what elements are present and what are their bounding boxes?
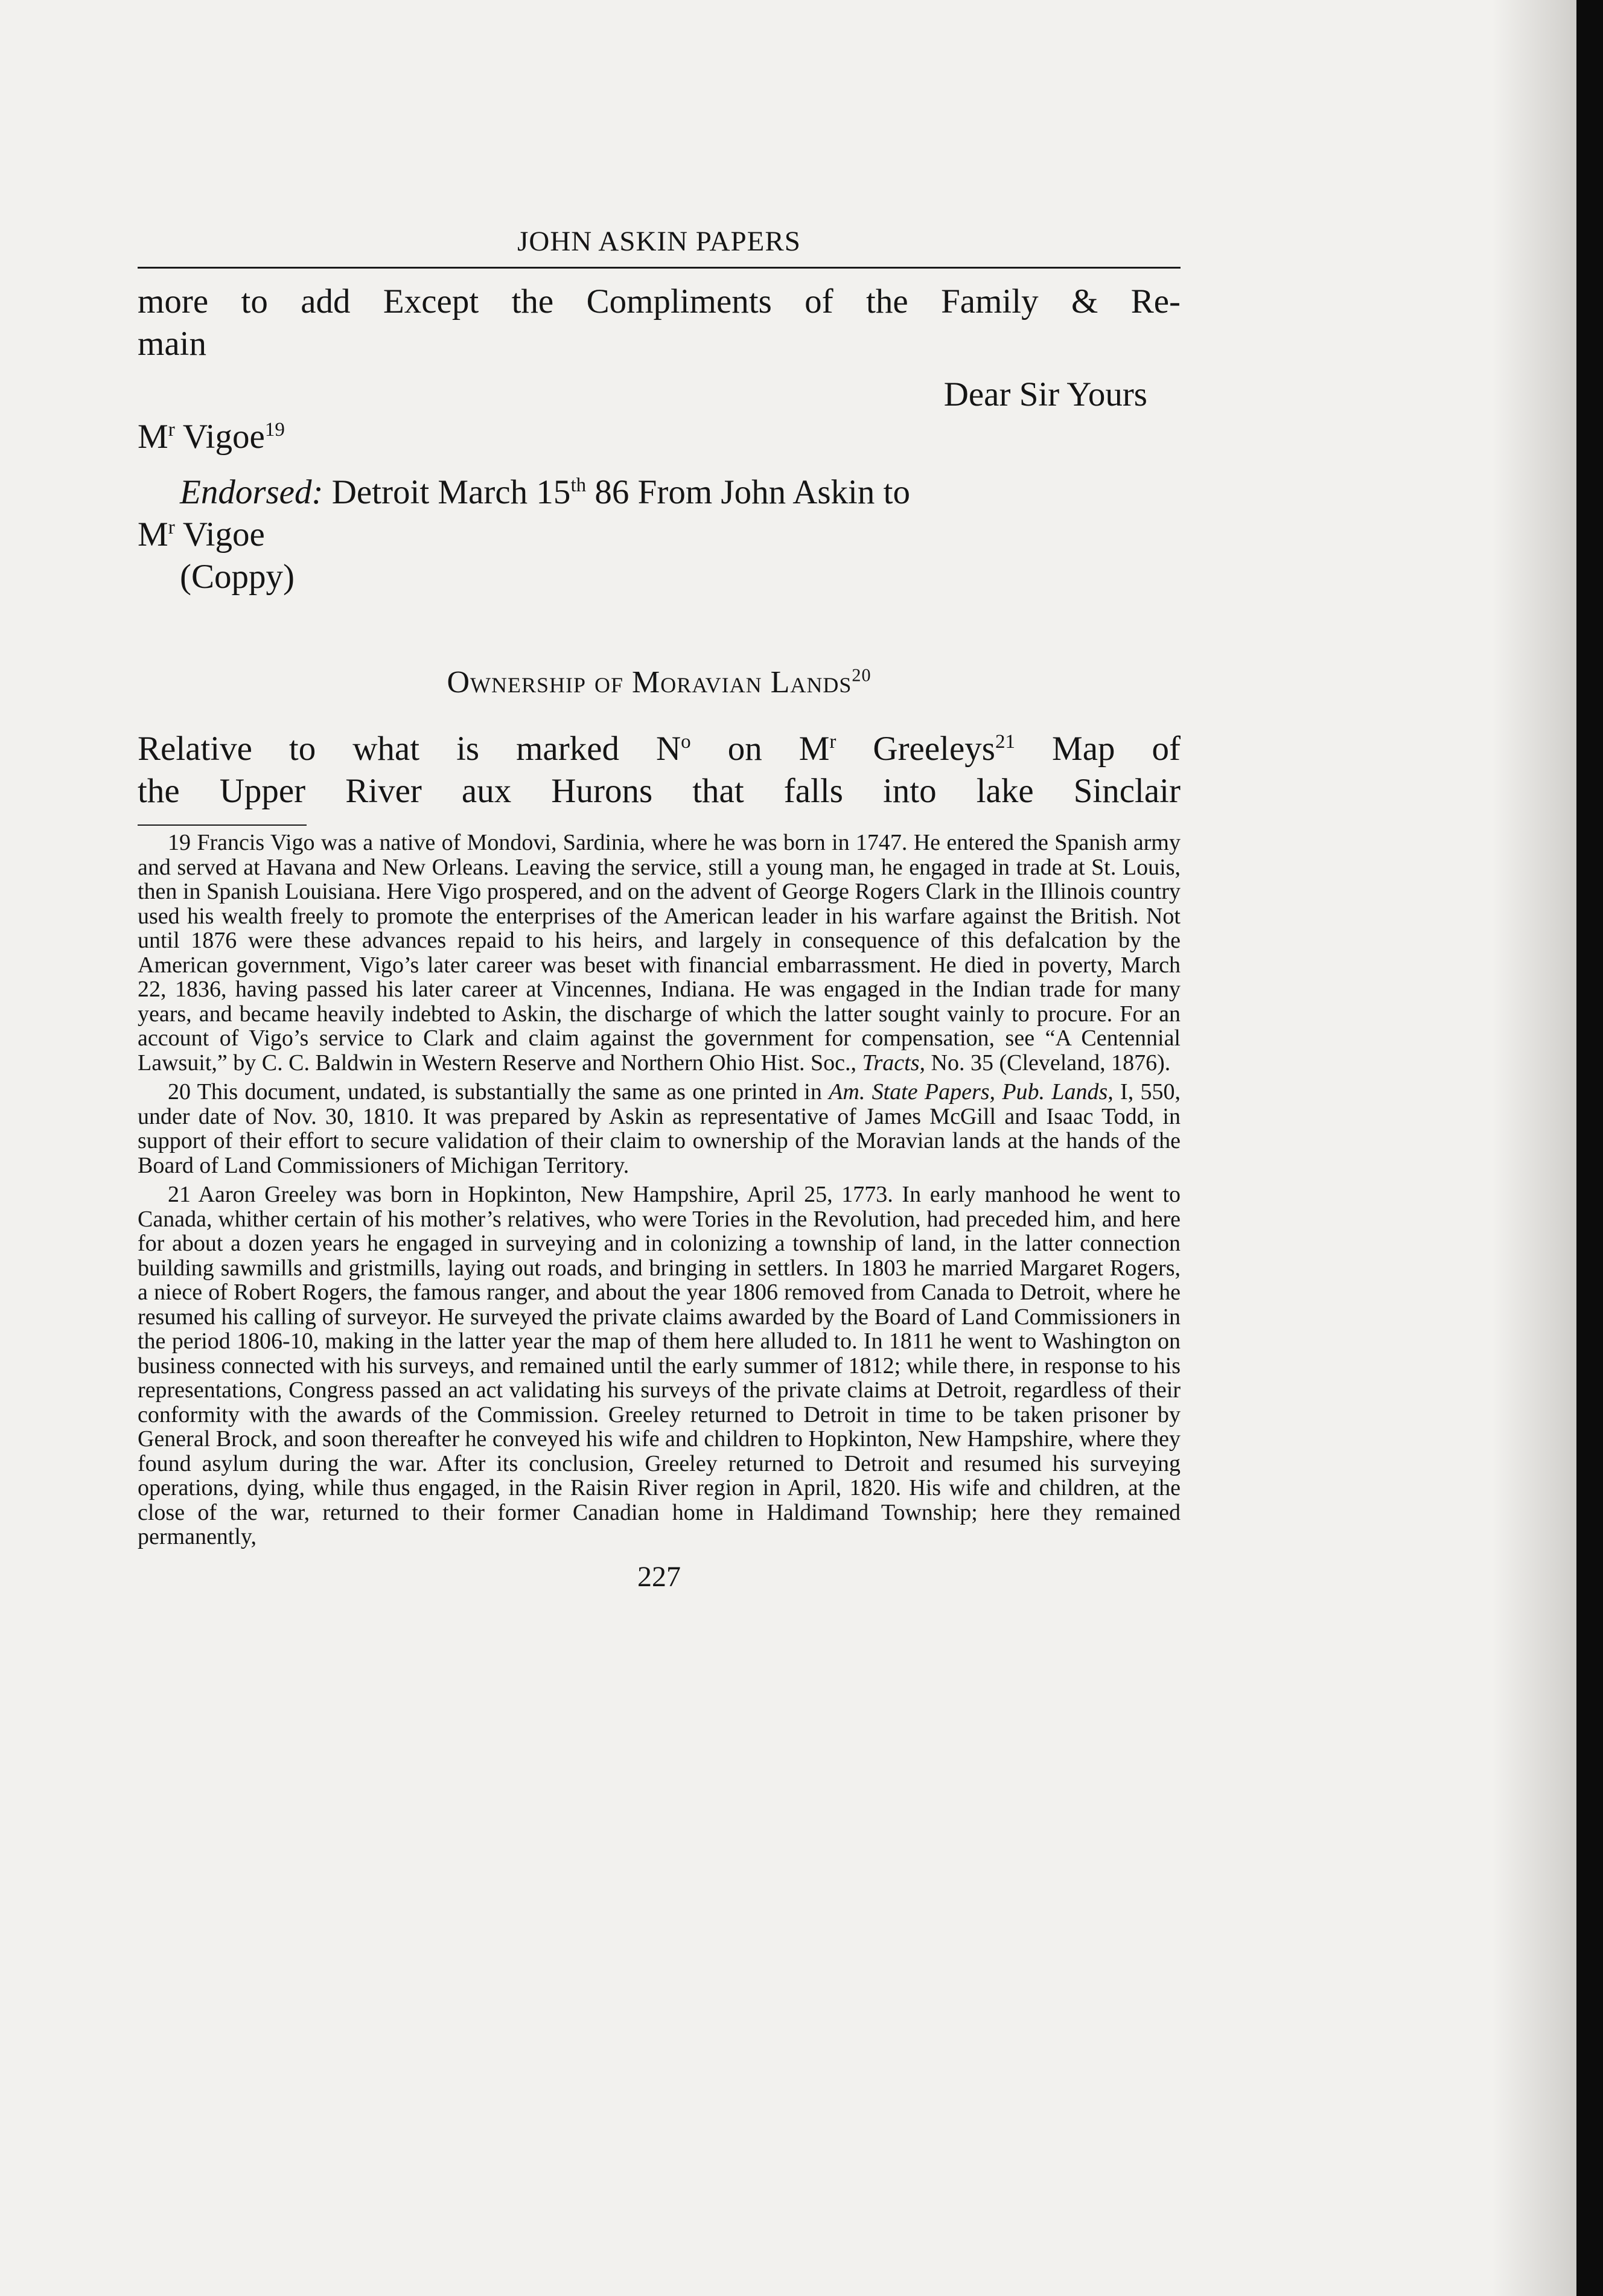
page-content bbox=[138, 223, 1181, 1593]
footnote-21: 21 Aaron Greeley was born in Hopkinton, New Hampshire, April 25, 1773. In early manhood he went to Canada, whither certain of his mother’s relatives, who were Tories in the Revolution, had preceded him, and here for about a dozen years he engaged in surveying and in colonizing a township of land, in the latter connection building sawmills and gristmills, laying out roads, and bringing in settlers. In 1803 he married Margaret Rogers, a niece of Robert Rogers, the famous ranger, and about the year 1806 removed from Canada to Detroit, where he resumed his calling of surveyor. He surveyed the private claims awarded by the Board of Land Commissioners in the period 1806-10, making in the latter year the map of them here alluded to. In 1811 he went to Washington on business connected with his surveys, and remained until the early summer of 1812; while there, in response to his representations, Congress passed an act validating his surveys of the private claims at Detroit, regardless of their conformity with the awards of the Commission. Greeley returned to Detroit in time to be taken prisoner by General Brock, and soon thereafter he conveyed his wife and children to Hopkinton, New Hampshire, where they found asylum during the war. After its conclusion, Greeley returned to Detroit and resumed his surveying operations, dying, while thus engaged, in the Raisin River region in April, 1820. His wife and children, at the close of the war, returned to their former Canadian home in Haldimand Township; here they remained permanently, bbox=[138, 1182, 1181, 1549]
letter-closing: Dear Sir Yours bbox=[943, 375, 1147, 413]
footnote-ref-21: 21 bbox=[995, 731, 1016, 753]
footnote-20: 20 This document, undated, is substantially the same as one printed in Am. State Papers, Pub. Lands, I, 550, under date of Nov. 30, 1810. It was prepared by Askin as representative of James McGill and Isaac Todd, in support of their effort to secure validation of their claim to ownership of the Moravian lands at the hands of the Board of Land Commissioners of Michigan Territory. bbox=[138, 1079, 1181, 1178]
endorsed-label: Endorsed: bbox=[180, 473, 323, 511]
copy-note: (Coppy) bbox=[180, 558, 295, 596]
footnote-rule bbox=[138, 824, 307, 826]
section-title: Ownership of Moravian Lands$^{20}$ bbox=[447, 665, 872, 700]
footnote-ref-20: 20 bbox=[852, 665, 872, 686]
letter-line-2: main bbox=[138, 325, 206, 363]
page-edge-shadow bbox=[1492, 0, 1576, 2296]
section-body bbox=[138, 728, 1181, 812]
running-head: JOHN ASKIN PAPERS bbox=[517, 226, 801, 257]
letter-line-1: more to add Except the Compliments of the Family & Re- bbox=[138, 282, 1181, 320]
section-line-1: Relative to what is marked $N^o$ on $M^r$ Greeleys$^{21}$ Map of bbox=[138, 730, 1181, 768]
letter-addressee: $M^r$ Vigoe$^{19}$ bbox=[138, 418, 285, 456]
letter-ending bbox=[138, 281, 1181, 598]
footnote-ref-19: 19 bbox=[264, 419, 285, 441]
section-line-2: the Upper River aux Hurons that falls into lake Sinclair bbox=[138, 772, 1181, 810]
endorsement-line: Endorsed: Detroit March 15th 86 From John Askin to bbox=[180, 473, 910, 511]
footnotes bbox=[138, 831, 1181, 1549]
endorsement-line-2: $M^r$ Vigoe bbox=[138, 515, 265, 553]
page-number: 227 bbox=[637, 1560, 681, 1593]
footnote-19: 19 Francis Vigo was a native of Mondovi, Sardinia, where he was born in 1747. He entered the Spanish army and served at Havana and New Orleans. Leaving the service, still a young man, he engaged in trade at St. Louis, then in Spanish Louisiana. Here Vigo prospered, and on the advent of George Rogers Clark in the Illinois country used his wealth freely to promote the enterprises of the American leader in his warfare against the British. Not until 1876 were these advances repaid to his heirs, and largely in consequence of this defalcation by the American government, Vigo’s later career was beset with financial embarrassment. He died in poverty, March 22, 1836, having passed his later career at Vincennes, Indiana. He was engaged in the Indian trade for many years, and became heavily indebted to Askin, the discharge of which the latter sought vainly to procure. For an account of Vigo’s service to Clark and claim against the government for compensation, see “A Centennial Lawsuit,” by C. C. Baldwin in Western Reserve and Northern Ohio Hist. Soc., Tracts, No. 35 (Cleveland, 1876). bbox=[138, 830, 1181, 1076]
header-rule bbox=[138, 267, 1181, 269]
